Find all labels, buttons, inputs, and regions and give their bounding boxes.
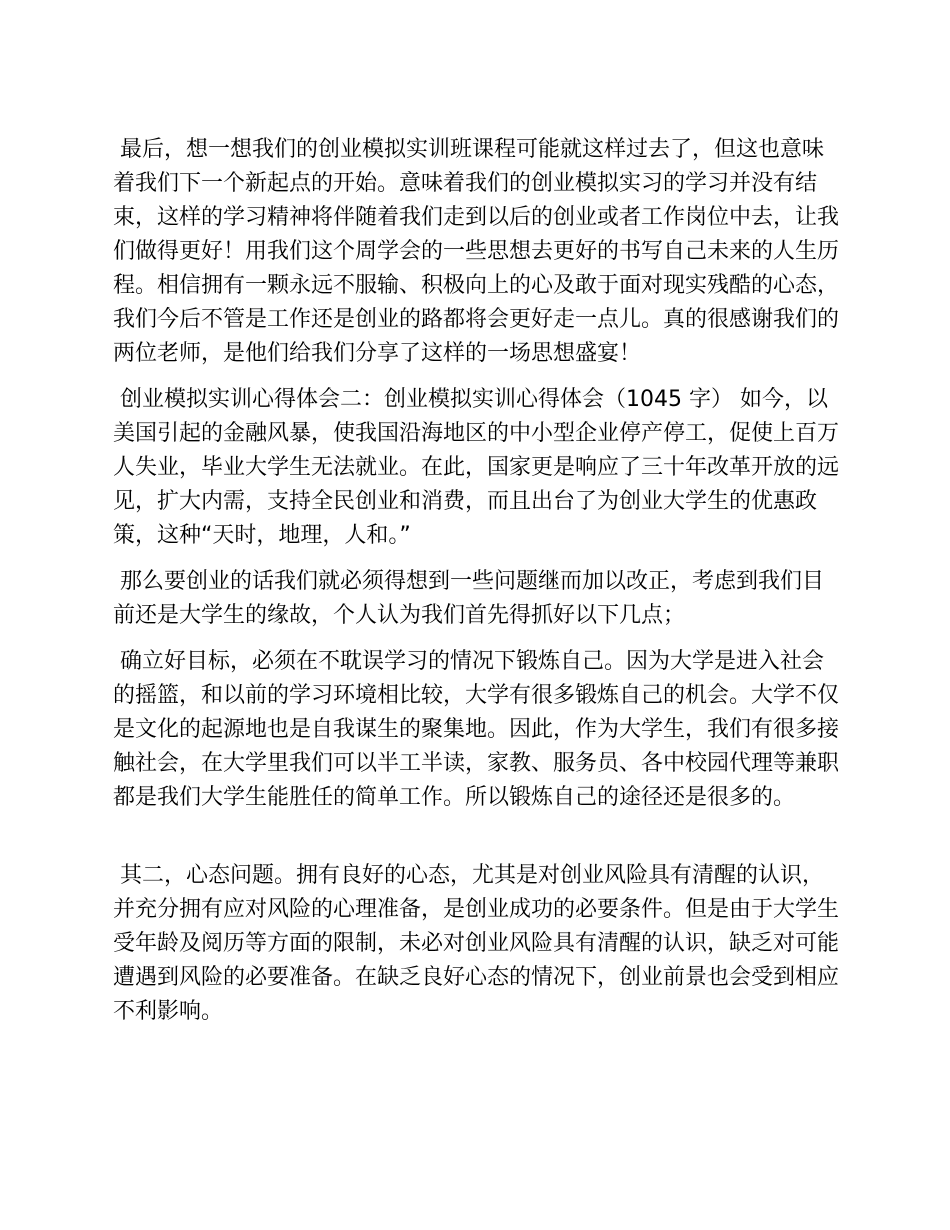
document-body xyxy=(113,133,843,1029)
paragraph-intro-two: 创业模拟实训心得体会二：创业模拟实训心得体会（1045 字） 如今，以美国引起的金融风暴，使我国沿海地区的中小型企业停产停工，促使上百万人失业，毕业大学生无法就业。在此，国家更是响应了三十年改革开放的远见，扩大内需，支持全民创业和消费，而且出台了为创业大学生的优惠政策，这种“天时，地理，人和。” xyxy=(113,387,840,548)
paragraph-goal: 确立好目标，必须在不耽误学习的情况下锻炼自己。因为大学是进入社会的摇篮，和以前的学习环境相比较，大学有很多锻炼自己的机会。大学不仅是文化的起源地也是自我谋生的聚集地。因此，作为大学生，我们有很多接触社会，在大学里我们可以半工半读，家教、服务员、各中校园代理等兼职都是我们大学生能胜任的简单工作。所以锻炼自己的途径还是很多的。 xyxy=(113,649,840,810)
paragraph-problems: 那么要创业的话我们就必须得想到一些问题继而加以改正，考虑到我们目前还是大学生的缘故，个人认为我们首先得抓好以下几点； xyxy=(113,569,825,628)
paragraph-mindset: 其二，心态问题。拥有良好的心态，尤其是对创业风险具有清醒的认识，并充分拥有应对风险的心理准备，是创业成功的必要条件。但是由于大学生受年龄及阅历等方面的限制，未必对创业风险具有清醒的认识，缺乏对可能遭遇到风险的必要准备。在缺乏良好心态的情况下，创业前景也会受到相应不利影响。 xyxy=(113,863,840,1024)
paragraph-conclusion: 最后，想一想我们的创业模拟实训班课程可能就这样过去了，但这也意味着我们下一个新起点的开始。意味着我们的创业模拟实习的学习并没有结束，这样的学习精神将伴随着我们走到以后的创业或者工作岗位中去，让我们做得更好！用我们这个周学会的一些思想去更好的书写自己未来的人生历程。相信拥有一颗永远不服输、积极向上的心及敢于面对现实残酷的心态，我们今后不管是工作还是创业的路都将会更好走一点儿。真的很感谢我们的两位老师，是他们给我们分享了这样的一场思想盛宴！ xyxy=(113,137,840,366)
